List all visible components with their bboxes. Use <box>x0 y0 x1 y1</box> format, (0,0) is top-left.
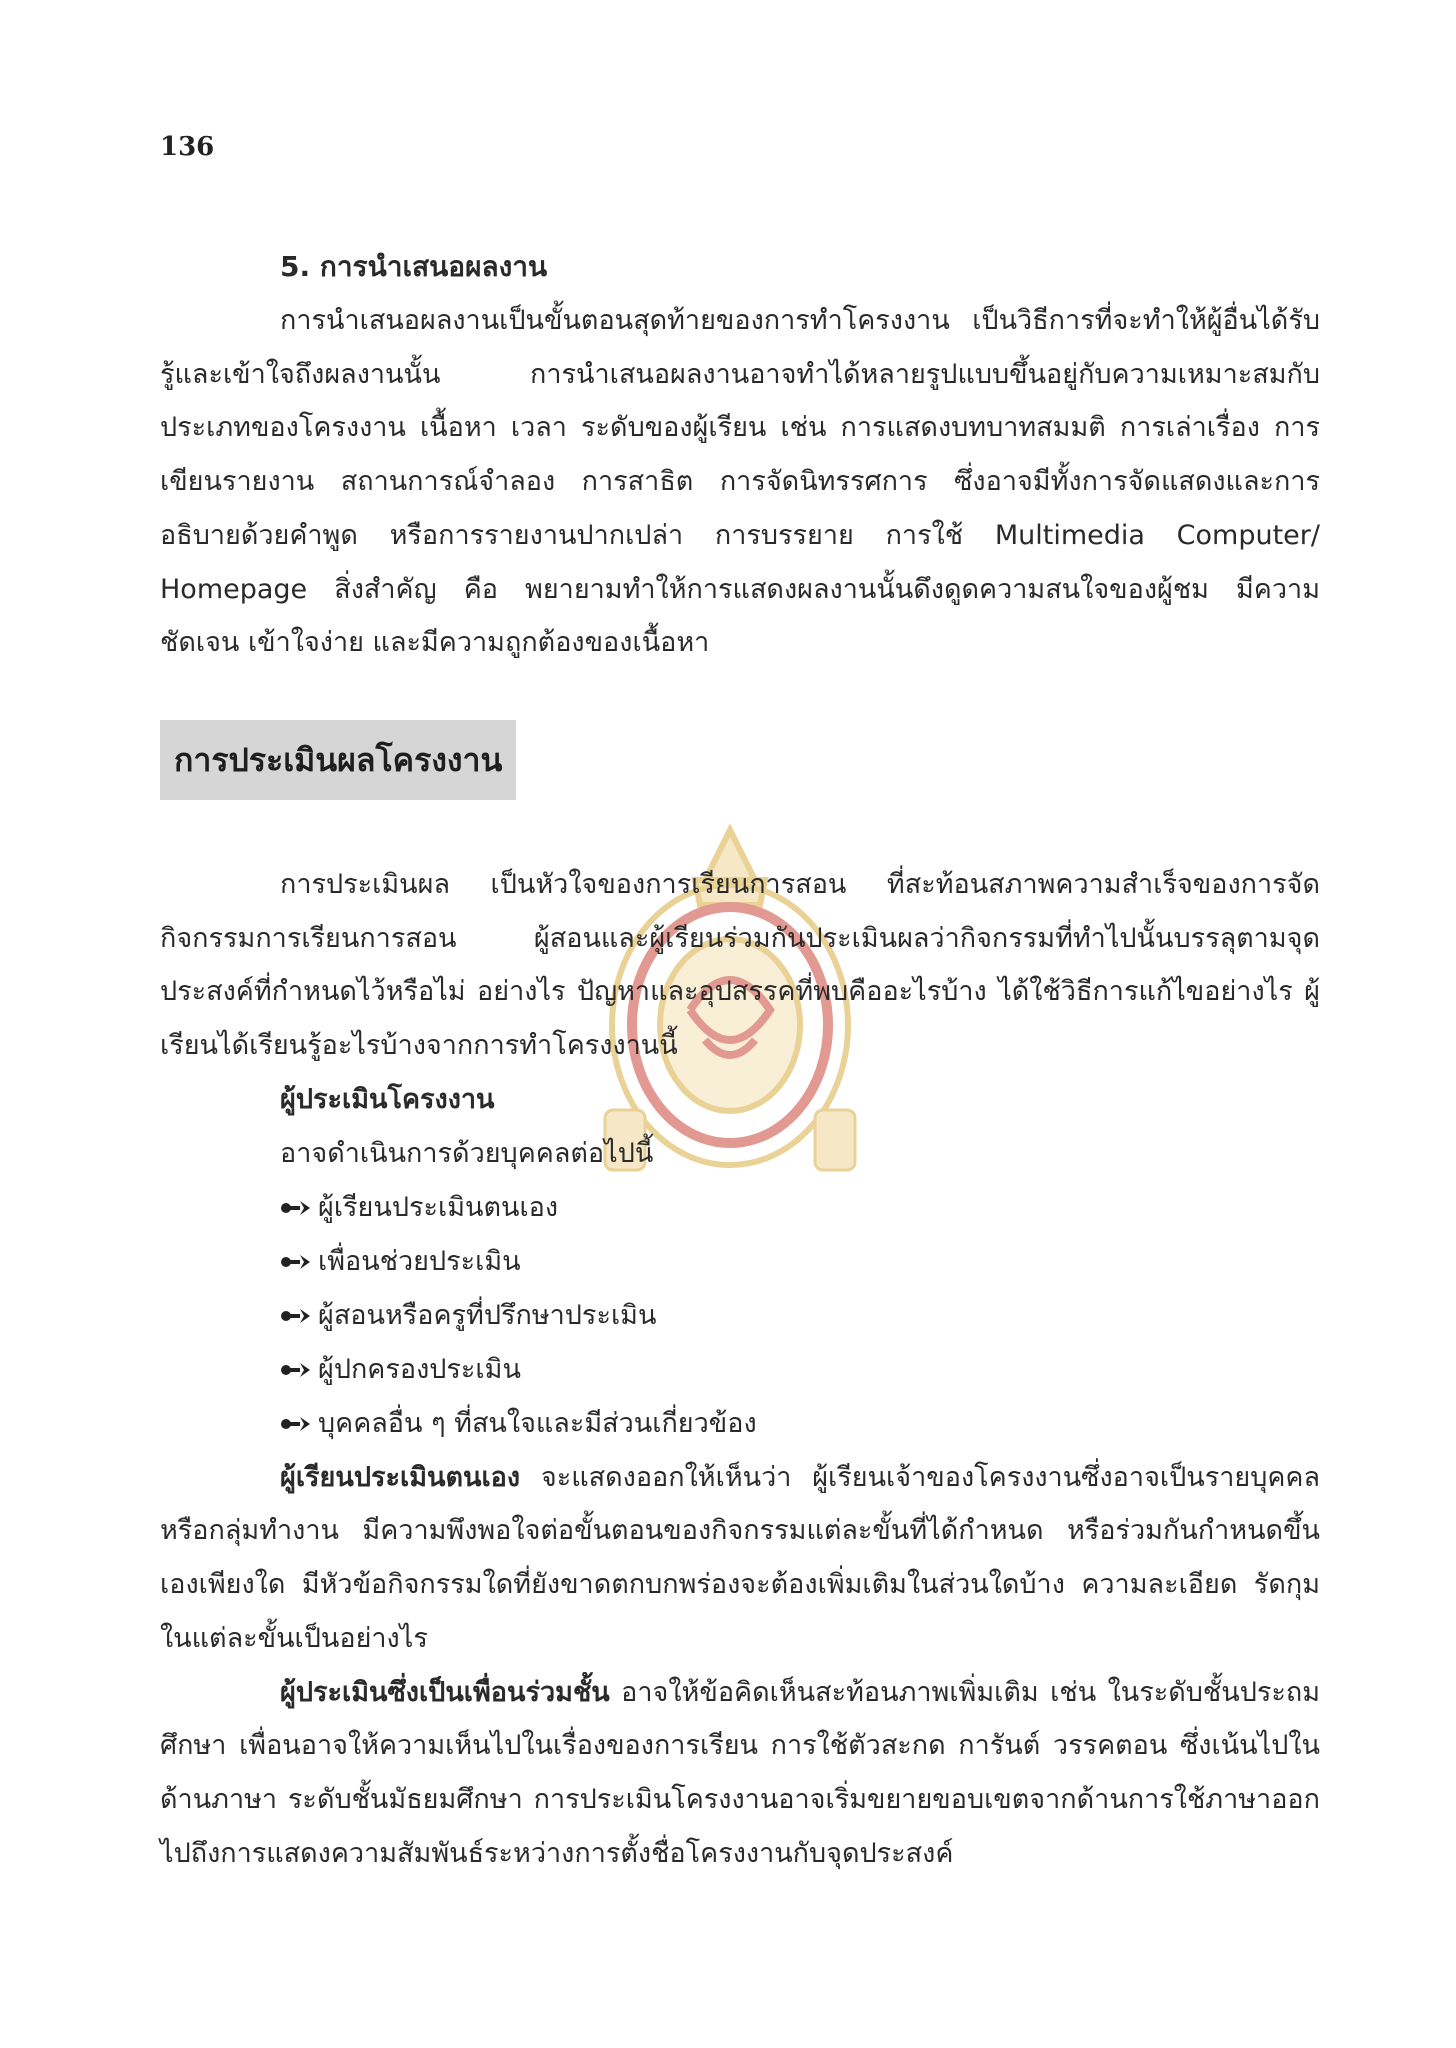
list-item <box>280 1397 1320 1451</box>
peer-evaluation-paragraph <box>160 1666 1320 1881</box>
arrow-bullet-icon <box>280 1308 312 1324</box>
list-item-label: ผู้เรียนประเมินตนเอง <box>318 1191 559 1223</box>
arrow-bullet-icon <box>280 1416 312 1432</box>
list-item <box>280 1343 1320 1397</box>
list-item <box>280 1289 1320 1343</box>
list-item-label: บุคคลอื่น ๆ ที่สนใจและมีส่วนเกี่ยวข้อง <box>318 1407 757 1439</box>
page-number: 136 <box>160 132 215 162</box>
arrow-bullet-icon <box>280 1200 312 1216</box>
evaluation-intro-paragraph: การประเมินผล เป็นหัวใจของการเรียนการสอน ที่สะท้อนสภาพความสำเร็จของการจัดกิจกรรมการเรียนการสอน ผู้สอนและผู้เรียนร่วมกันประเมินผลว่ากิจกรรมที่ทำไปนั้นบรรลุตามจุดประสงค์ที่กำหนดไว้หรือไม่ อย่างไร ปัญหาและอุปสรรคที่พบคืออะไรบ้าง ได้ใช้วิธีการแก้ไขอย่างไร ผู้เรียนได้เรียนรู้อะไรบ้างจากการทำโครงงานนี้ <box>160 868 1320 1062</box>
section-heading: 5. การนำเสนอผลงาน <box>280 250 548 283</box>
page-content <box>160 240 1320 1880</box>
evaluators-list <box>160 1181 1320 1451</box>
list-item-label: ผู้ปกครองประเมิน <box>318 1353 521 1385</box>
evaluation-heading: การประเมินผลโครงงาน <box>160 720 516 800</box>
list-item-label: เพื่อนช่วยประเมิน <box>318 1245 521 1277</box>
peer-evaluation-text: อาจให้ข้อคิดเห็นสะท้อนภาพเพิ่มเติม เช่น ในระดับชั้นประถมศึกษา เพื่อนอาจให้ความเห็นไปในเรื่องของการเรียน การใช้ตัวสะกด การันต์ วรรคตอน ซึ่งเน้นไปในด้านภาษา ระดับชั้นมัธยมศึกษา การประเมินโครงงานอาจเริ่มขยายขอบเขตจากด้านการใช้ภาษาออกไปถึงการแสดงความสัมพันธ์ระหว่างการตั้งชื่อโครงงานกับจุดประสงค์ <box>160 1676 1320 1869</box>
self-evaluation-term: ผู้เรียนประเมินตนเอง <box>280 1461 521 1493</box>
evaluators-heading: ผู้ประเมินโครงงาน <box>280 1083 495 1115</box>
self-evaluation-text: จะแสดงออกให้เห็นว่า ผู้เรียนเจ้าของโครงงานซึ่งอาจเป็นรายบุคคลหรือกลุ่มทำงาน มีความพึงพอใจต่อขั้นตอนของกิจกรรมแต่ละขั้นที่ได้กำหนด หรือร่วมกันกำหนดขึ้นเองเพียงใด มีหัวข้อกิจกรรมใดที่ยังขาดตกบกพร่องจะต้องเพิ่มเติมในส่วนใดบ้าง ความละเอียด รัดกุม ในแต่ละขั้นเป็นอย่างไร <box>160 1461 1320 1654</box>
list-item <box>280 1181 1320 1235</box>
arrow-bullet-icon <box>280 1362 312 1378</box>
self-evaluation-paragraph <box>160 1451 1320 1666</box>
presentation-paragraph: การนำเสนอผลงานเป็นขั้นตอนสุดท้ายของการทำโครงงาน เป็นวิธีการที่จะทำให้ผู้อื่นได้รับรู้และเข้าใจถึงผลงานนั้น การนำเสนอผลงานอาจทำได้หลายรูปแบบขึ้นอยู่กับความเหมาะสมกับประเภทของโครงงาน เนื้อหา เวลา ระดับของผู้เรียน เช่น การแสดงบทบาทสมมติ การเล่าเรื่อง การเขียนรายงาน สถานการณ์จำลอง การสาธิต การจัดนิทรรศการ ซึ่งอาจมีทั้งการจัดแสดงและการอธิบายด้วยคำพูด หรือการรายงานปากเปล่า การบรรยาย การใช้ Multimedia Computer/ Homepage สิ่งสำคัญ คือ พยายามทำให้การแสดงผลงานนั้นดึงดูดความสนใจของผู้ชม มีความชัดเจน เข้าใจง่าย และมีความถูกต้องของเนื้อหา <box>160 305 1320 659</box>
list-item <box>280 1235 1320 1289</box>
peer-evaluation-term: ผู้ประเมินซึ่งเป็นเพื่อนร่วมชั้น <box>280 1676 610 1708</box>
list-item-label: ผู้สอนหรือครูที่ปรึกษาประเมิน <box>318 1299 657 1331</box>
arrow-bullet-icon <box>280 1254 312 1270</box>
evaluators-lead: อาจดำเนินการด้วยบุคคลต่อไปนี้ <box>280 1137 654 1169</box>
